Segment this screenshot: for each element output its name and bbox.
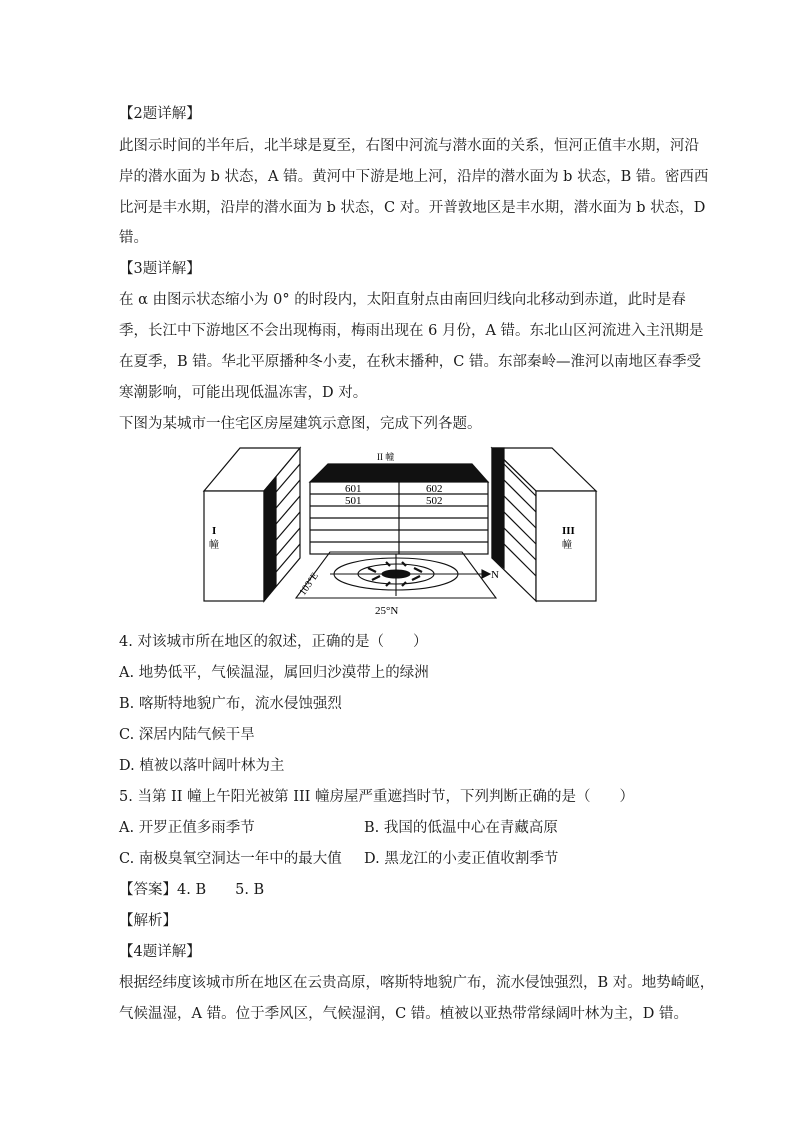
room-601: 601 (345, 483, 362, 495)
building-2 (310, 464, 488, 554)
q5-option-c: C. 南极臭氧空洞达一年中的最大值 (119, 851, 342, 867)
q4-option-a: A. 地势低平，气候温湿，属回归沙漠带上的绿洲 (119, 665, 429, 681)
longitude-label: 103°E (297, 570, 321, 598)
q3-detail-line-3: 在夏季，B 错。华北平原播种冬小麦，在秋末播种，C 错。东部秦岭—淮河以南地区春季受 (119, 354, 701, 370)
building-3 (492, 448, 596, 601)
building-3-label-2: 幢 (562, 540, 572, 551)
q4-option-b: B. 喀斯特地貌广布，流水侵蚀强烈 (119, 696, 342, 712)
q4-detail-line-2: 气候温湿，A 错。位于季风区，气候湿润，C 错。植被以亚热带常绿阔叶林为主，D 错。 (119, 1006, 689, 1022)
compass-plate (296, 552, 496, 598)
q3-detail-line-4: 寒潮影响，可能出现低温冻害，D 对。 (119, 385, 368, 401)
building-1 (204, 448, 300, 601)
answer-line: 【答案】4. B 5. B (119, 882, 265, 898)
building-1-label: I (212, 525, 217, 537)
q5-stem: 5. 当第 II 幢上午阳光被第 III 幢房屋严重遮挡时节，下列判断正确的是（ ） (119, 789, 635, 805)
building-3-label: III (562, 525, 575, 537)
q3-detail-line-1: 在 α 由图示状态缩小为 0° 的时段内，太阳直射点由南回归线向北移动到赤道，此时是春 (119, 292, 686, 308)
q3-detail-line-2: 季，长江中下游地区不会出现梅雨，梅雨出现在 6 月份，A 错。东北山区河流进入主汛期是 (119, 323, 704, 339)
q4-option-c: C. 深居内陆气候干旱 (119, 727, 255, 743)
q2-detail-line-2: 岸的潜水面为 b 状态，A 错。黄河中下游是地上河，沿岸的潜水面为 b 状态，B 错。密西西 (119, 169, 709, 185)
q4-detail-heading: 【4题详解】 (119, 944, 201, 960)
q2-detail-line-4: 错。 (119, 230, 148, 246)
figure-intro: 下图为某城市一住宅区房屋建筑示意图，完成下列各题。 (119, 416, 482, 432)
analysis-heading: 【解析】 (119, 913, 177, 929)
q4-option-d: D. 植被以落叶阔叶林为主 (119, 758, 285, 774)
building-diagram (200, 446, 600, 618)
building-2-label: II 幢 (377, 452, 395, 462)
room-502: 502 (426, 495, 443, 507)
latitude-label: 25°N (375, 605, 399, 617)
q5-option-b: B. 我国的低温中心在青藏高原 (364, 820, 558, 836)
q2-detail-line-3: 比河是丰水期，沿岸的潜水面为 b 状态，C 对。开普敦地区是丰水期，潜水面为 b 状态，D (119, 200, 706, 216)
q4-stem: 4. 对该城市所在地区的叙述，正确的是（ ） (119, 634, 428, 650)
q2-detail-line-1: 此图示时间的半年后，北半球是夏至，右图中河流与潜水面的关系，恒河正值丰水期，河沿 (119, 138, 699, 154)
q4-detail-line-1: 根据经纬度该城市所在地区在云贵高原，喀斯特地貌广布，流水侵蚀强烈，B 对。地势崎岖， (119, 975, 715, 991)
room-501: 501 (345, 495, 362, 507)
q2-detail-heading: 【2题详解】 (119, 106, 201, 122)
north-label: N (491, 569, 499, 581)
q5-option-a: A. 开罗正值多雨季节 (119, 820, 255, 836)
room-602: 602 (426, 483, 443, 495)
q3-detail-heading: 【3题详解】 (119, 261, 201, 277)
q5-option-d: D. 黑龙江的小麦正值收割季节 (364, 851, 559, 867)
building-1-label-2: 幢 (209, 540, 219, 551)
